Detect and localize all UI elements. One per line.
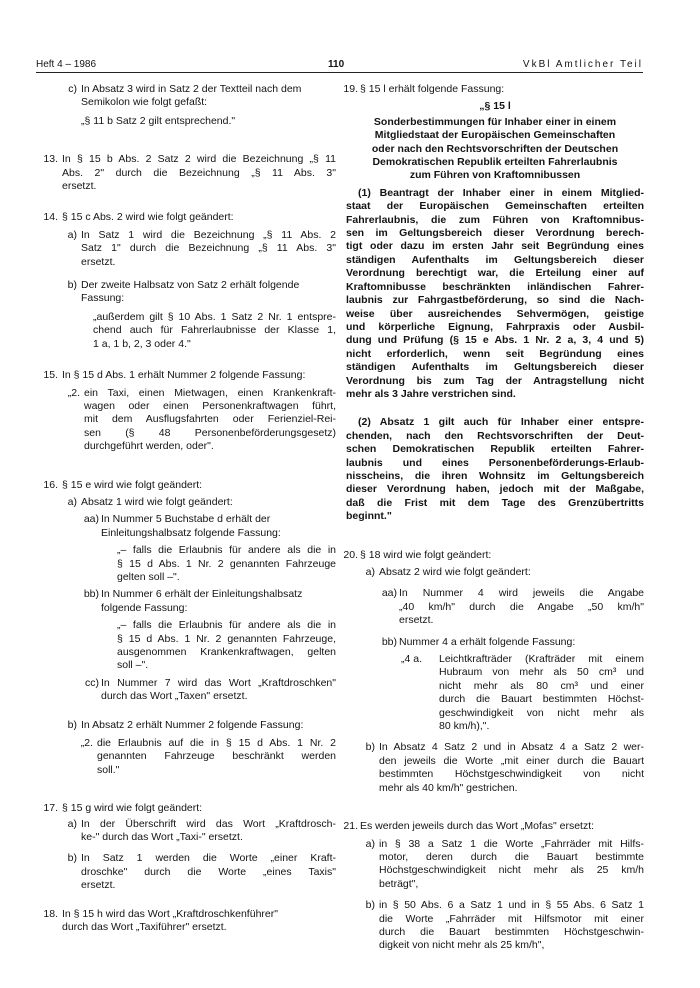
paragraph-line: sen im Geltungsbereich dieser Verordnung berech- xyxy=(346,227,644,240)
item-line: In Nummer 4 wird jeweils die Angabe xyxy=(399,587,644,600)
item-label: cc) xyxy=(85,676,99,689)
item-intro: § 18 wird wie folgt geändert: xyxy=(360,548,492,561)
item-label: a) xyxy=(67,495,77,508)
item-16-aa xyxy=(83,513,336,584)
journal-title: VkBl Amtlicher Teil xyxy=(522,59,643,70)
paragraph-1 xyxy=(346,187,644,402)
item-line: digkeit von nicht mehr als 25 km/h", xyxy=(379,939,545,952)
quote-line: § 15 d Abs. 1 Nr. 2 genannten Fahrzeuge xyxy=(117,557,336,570)
paragraph-line: Verordnung berechtigt war, die Erteilung einer auf xyxy=(346,267,644,280)
quote-line: 80 km/h),". xyxy=(439,720,490,733)
paragraph-line: beginnt." xyxy=(346,510,392,523)
item-21 xyxy=(343,820,644,953)
item-number: 20. xyxy=(343,548,358,561)
item-label: b) xyxy=(365,741,375,754)
item-line: mehr als 40 km/h" gestrichen. xyxy=(379,781,518,794)
item-16-cc xyxy=(85,676,336,704)
item-number: 21. xyxy=(343,820,358,833)
paragraph-line: mehr als 3 Jahre verstrichen sind. xyxy=(346,387,516,400)
item-text: In Absatz 3 wird in Satz 2 der Textteil nach dem Semikolon wie folgt gefaßt: xyxy=(81,83,302,109)
quote-line: soll –". xyxy=(117,659,149,672)
paragraph-line: und körperliche Eignung, Fahrpraxis oder Ausbil- xyxy=(346,320,644,333)
item-label: a) xyxy=(365,566,375,578)
item-line: in § 50 Abs. 6 a Satz 1 und in § 55 Abs. 6 Satz 1 xyxy=(379,899,644,912)
quote-line: durchgeführt werden, oder". xyxy=(84,440,214,453)
right-column xyxy=(343,83,644,953)
quote-number: „4 a. xyxy=(401,653,423,666)
paragraph-line: tigt oder dazu im ersten Jahr seit Begründung eines xyxy=(346,240,644,253)
paragraph-line: staat der Europäischen Gemeinschaften erteilten xyxy=(346,200,644,213)
item-16-b-quote xyxy=(80,737,336,777)
item-text: In Nummer 7 wird das Wort „Kraftdroschken" durch das Wort „Taxen" ersetzt. xyxy=(101,676,336,703)
item-line: In Satz 1 wird die Bezeichnung „§ 11 Abs. 2 xyxy=(81,228,336,241)
item-17 xyxy=(43,802,336,892)
item-18 xyxy=(43,907,336,935)
item-intro: § 15 c Abs. 2 wird wie folgt geändert: xyxy=(62,211,234,224)
item-label: b) xyxy=(67,718,77,731)
item-number: 14. xyxy=(43,211,58,224)
item-line: bestimmten Höchstgeschwindigkeit von nicht xyxy=(379,768,644,781)
item-20-bb-quote xyxy=(401,653,644,733)
item-line: durch die Bauart bestimmten Höchstgeschwin- xyxy=(379,925,644,938)
item-intro: In § 15 d Abs. 1 erhält Nummer 2 folgende Fassung: xyxy=(62,369,306,382)
item-line: In § 15 h wird das Wort „Kraftdroschkenführer" xyxy=(62,907,278,920)
quote-number: „2. xyxy=(80,737,93,750)
paragraph-line: schen Demokratischen Republik erteilten Fahrer- xyxy=(346,443,644,456)
item-intro: § 15 l erhält folgende Fassung: xyxy=(360,83,505,95)
item-20 xyxy=(343,548,644,796)
item-line: ersetzt. xyxy=(81,879,116,892)
item-20-b xyxy=(365,741,644,795)
quote-line: nicht mehr als 80 cm³ und einer xyxy=(439,679,644,692)
item-line: In Satz 1 werden die Worte „einer Kraft- xyxy=(81,852,336,865)
item-number: 15. xyxy=(43,369,58,382)
quote-line: chend auch für Fahrerlaubnisse der Klasse 1, xyxy=(93,324,336,337)
item-number: 18. xyxy=(43,907,58,920)
heading-line: Mitgliedstaat der Europäischen Gemeinschaften xyxy=(374,129,616,142)
item-label: a) xyxy=(67,817,77,830)
quote-line: „außerdem gilt § 10 Abs. 1 Satz 2 Nr. 1 entspre- xyxy=(93,310,336,323)
heading-line: zum Führen von Kraftomnibussen xyxy=(409,169,581,182)
item-line: Abs. 2" durch die Bezeichnung „§ 11 Abs. 3" xyxy=(62,166,336,179)
item-line: droschke" durch die Worte „eines Taxis" xyxy=(81,865,336,878)
item-line: die Worte „Fahrräder mit Hilfsmotor mit einer xyxy=(379,912,644,925)
page-number: 110 xyxy=(328,59,345,70)
item-text: In Absatz 2 erhält Nummer 2 folgende Fassung: xyxy=(81,718,304,731)
item-16-a xyxy=(67,495,336,704)
item-label: aa) xyxy=(381,587,397,600)
quote-line: ein Taxi, einen Mietwagen, einen Krankenkraft- xyxy=(84,386,336,399)
paragraph-line: dieser Verordnung haben, jedoch mit der Maßgabe, xyxy=(346,483,644,496)
quote-line: „– falls die Erlaubnis für andere als die in xyxy=(117,619,336,632)
quote-line: genannten Fahrzeuge beschränkt werden xyxy=(97,750,336,763)
item-number: 13. xyxy=(43,153,58,166)
item-14-b xyxy=(67,279,336,351)
item-label: c) xyxy=(68,83,77,95)
item-20-bb xyxy=(381,635,644,734)
item-13 xyxy=(43,153,336,193)
item-line: motor, deren durch die Bauart bestimmte xyxy=(379,850,644,863)
quote-line: ausgenommen Krankenkraftwagen, gelten xyxy=(117,646,336,658)
item-line: ke-" durch das Wort „Taxi-" ersetzt. xyxy=(81,831,243,844)
item-16-bb xyxy=(83,588,336,672)
item-intro: § 15 g wird wie folgt geändert: xyxy=(62,802,203,815)
paragraph-line: ständigen Aufenthalts im Geltungsbereich dieser xyxy=(346,253,644,266)
header-rule xyxy=(36,72,643,73)
item-line: in § 38 a Satz 1 die Worte „Fahrräder mit Hilfs- xyxy=(379,837,644,850)
quote-number: „2. xyxy=(67,386,80,399)
paragraph-line: nisscheins, die ihren Wohnsitz im Geltungsbereich xyxy=(346,469,644,482)
item-label: b) xyxy=(67,852,77,865)
item-text: Absatz 2 wird wie folgt geändert: xyxy=(379,566,531,578)
paragraph-line: daß die Frist mit dem Tage des Grenzübertritts xyxy=(346,496,644,509)
section-heading xyxy=(346,116,644,183)
item-label: a) xyxy=(67,228,77,241)
item-text: Nummer 4 a erhält folgende Fassung: xyxy=(399,635,576,648)
paragraph-line: Kraftomnibusse beschränkten inländischen Fahrer- xyxy=(346,280,644,293)
item-17-a xyxy=(67,817,336,845)
item-line: In Absatz 4 Satz 2 und in Absatz 4 a Satz 2 wer- xyxy=(379,741,644,754)
quote-line: sen (§ 48 Personenbeförderungsgesetz) xyxy=(84,426,336,439)
quote-line: Hubraum von mehr als 50 cm³ und xyxy=(439,666,644,679)
item-label: bb) xyxy=(83,588,99,601)
item-21-b xyxy=(365,899,644,953)
item-text: In Nummer 5 Buchstabe d erhält der Einleitungshalbsatz folgende Fassung: xyxy=(101,513,281,539)
paragraph-line: laubnis zur Fahrgastbeförderung, so sind die Nach- xyxy=(346,294,644,307)
item-line: den jeweils die Worte „mit einer durch die Bauart xyxy=(379,754,644,767)
item-label: b) xyxy=(67,279,77,292)
item-15 xyxy=(43,369,336,453)
item-label: b) xyxy=(365,899,375,912)
paragraph-line: laubnis und eines Personenbeförderungs-Erlaub- xyxy=(346,456,644,469)
item-14 xyxy=(43,211,336,351)
quote-line: durch die Bauart bestimmten Höchst- xyxy=(439,693,644,706)
left-column xyxy=(43,83,336,935)
item-line: Satz 1" durch die Bezeichnung „§ 11 Abs. 3" xyxy=(81,242,336,255)
heading-line: Demokratischen Republik erteilten Fahrerlaubnis xyxy=(372,156,618,169)
item-line: durch das Wort „Taxiführer" ersetzt. xyxy=(62,921,227,934)
item-number: 16. xyxy=(43,478,58,491)
quote-line: 1 a, 1 b, 2, 3 oder 4." xyxy=(93,337,191,350)
item-text: Der zweite Halbsatz von Satz 2 erhält folgende Fassung: xyxy=(81,279,300,305)
item-16-b xyxy=(67,718,336,778)
item-quote: „§ 11 b Satz 2 gilt entsprechend." xyxy=(81,114,236,127)
item-label: bb) xyxy=(381,635,397,648)
heading-line: oder nach den Rechtsvorschriften der Deutschen xyxy=(371,142,619,155)
item-line: ersetzt. xyxy=(399,614,434,627)
paragraph-line: dung und Prüfung (§ 15 e Abs. 1 Nr. 2 a, 3, 4 und 5) xyxy=(346,334,644,347)
paragraph-line: ständigen Aufenthalts im Geltungsbereich dieser xyxy=(346,361,644,374)
item-line: „40 km/h" durch die Angabe „50 km/h" xyxy=(399,600,644,613)
item-21-a xyxy=(365,837,644,892)
quote-line: § 15 d Abs. 1 Nr. 2 genannten Fahrzeuge, xyxy=(117,632,336,645)
item-line: In der Überschrift wird das Wort „Kraftdrosch- xyxy=(81,817,336,830)
quote-line: die Erlaubnis auf die in § 15 d Abs. 1 Nr. 2 xyxy=(97,737,336,750)
quote-line: gelten soll –". xyxy=(117,570,180,583)
item-c-top xyxy=(68,83,336,128)
paragraph-line: nicht erforderlich, wenn seit Begründung eines xyxy=(346,347,644,360)
paragraph-2 xyxy=(346,416,644,523)
quote-line: geschwindigkeit von nicht mehr als xyxy=(439,706,644,719)
issue-label: Heft 4 – 1986 xyxy=(36,59,97,70)
item-17-b xyxy=(67,852,336,892)
item-text: Absatz 1 wird wie folgt geändert: xyxy=(81,495,233,508)
paragraph-line: chenden, nach den Rechtsvorschriften der Deut- xyxy=(346,429,644,442)
item-line: beträgt", xyxy=(379,877,419,890)
item-intro: Es werden jeweils durch das Wort „Mofas" ersetzt: xyxy=(360,820,595,833)
section-number: „§ 15 l xyxy=(479,100,511,113)
item-number: 19. xyxy=(343,83,358,95)
item-line: ersetzt. xyxy=(81,255,116,268)
item-line: ersetzt. xyxy=(62,180,97,193)
paragraph-line: (2) Absatz 1 gilt auch für Inhaber einer entspre- xyxy=(358,416,644,429)
item-16 xyxy=(43,478,336,778)
item-number: 17. xyxy=(43,802,58,815)
paragraph-line: Verordnung bis zum Tag der Antragstellung nicht xyxy=(346,374,644,387)
item-text: In Nummer 6 erhält der Einleitungshalbsatz folgende Fassung: xyxy=(101,588,303,614)
item-label: a) xyxy=(365,837,375,850)
item-quote xyxy=(117,544,336,584)
item-quote xyxy=(117,619,336,673)
item-14-a xyxy=(67,228,336,269)
item-quote xyxy=(93,311,336,351)
paragraph-line: weise über ausreichendes Sehvermögen, geistige xyxy=(346,307,644,320)
heading-line: Sonderbestimmungen für Inhaber einer in einem xyxy=(373,115,617,128)
item-label: aa) xyxy=(83,513,99,526)
item-intro: § 15 e wird wie folgt geändert: xyxy=(62,478,203,491)
item-line: In § 15 b Abs. 2 Satz 2 wird die Bezeichnung „§ 11 xyxy=(62,153,336,166)
quote-line: wagen oder einen Personenkraftwagen führt, xyxy=(84,399,336,412)
quote-line: Leichtkrafträder (Krafträder mit einem xyxy=(439,653,644,666)
item-15-quote xyxy=(67,386,336,454)
quote-line: mit dem Ausflugsfahrten oder Ferienziel-Rei- xyxy=(84,413,336,426)
item-line: Höchstgeschwindigkeit nicht mehr als 25 km/h xyxy=(379,864,644,877)
paragraph-line: (1) Beantragt der Inhaber einer in einem Mitglied- xyxy=(358,186,644,199)
item-20-aa xyxy=(381,587,644,627)
paragraph-line: Fahrerlaubnis, die zum Führen von Kraftomnibus- xyxy=(346,213,644,226)
quote-line: „– falls die Erlaubnis für andere als die in xyxy=(117,544,336,557)
item-19 xyxy=(343,83,644,96)
quote-line: soll." xyxy=(97,763,120,776)
item-20-a xyxy=(365,566,644,733)
